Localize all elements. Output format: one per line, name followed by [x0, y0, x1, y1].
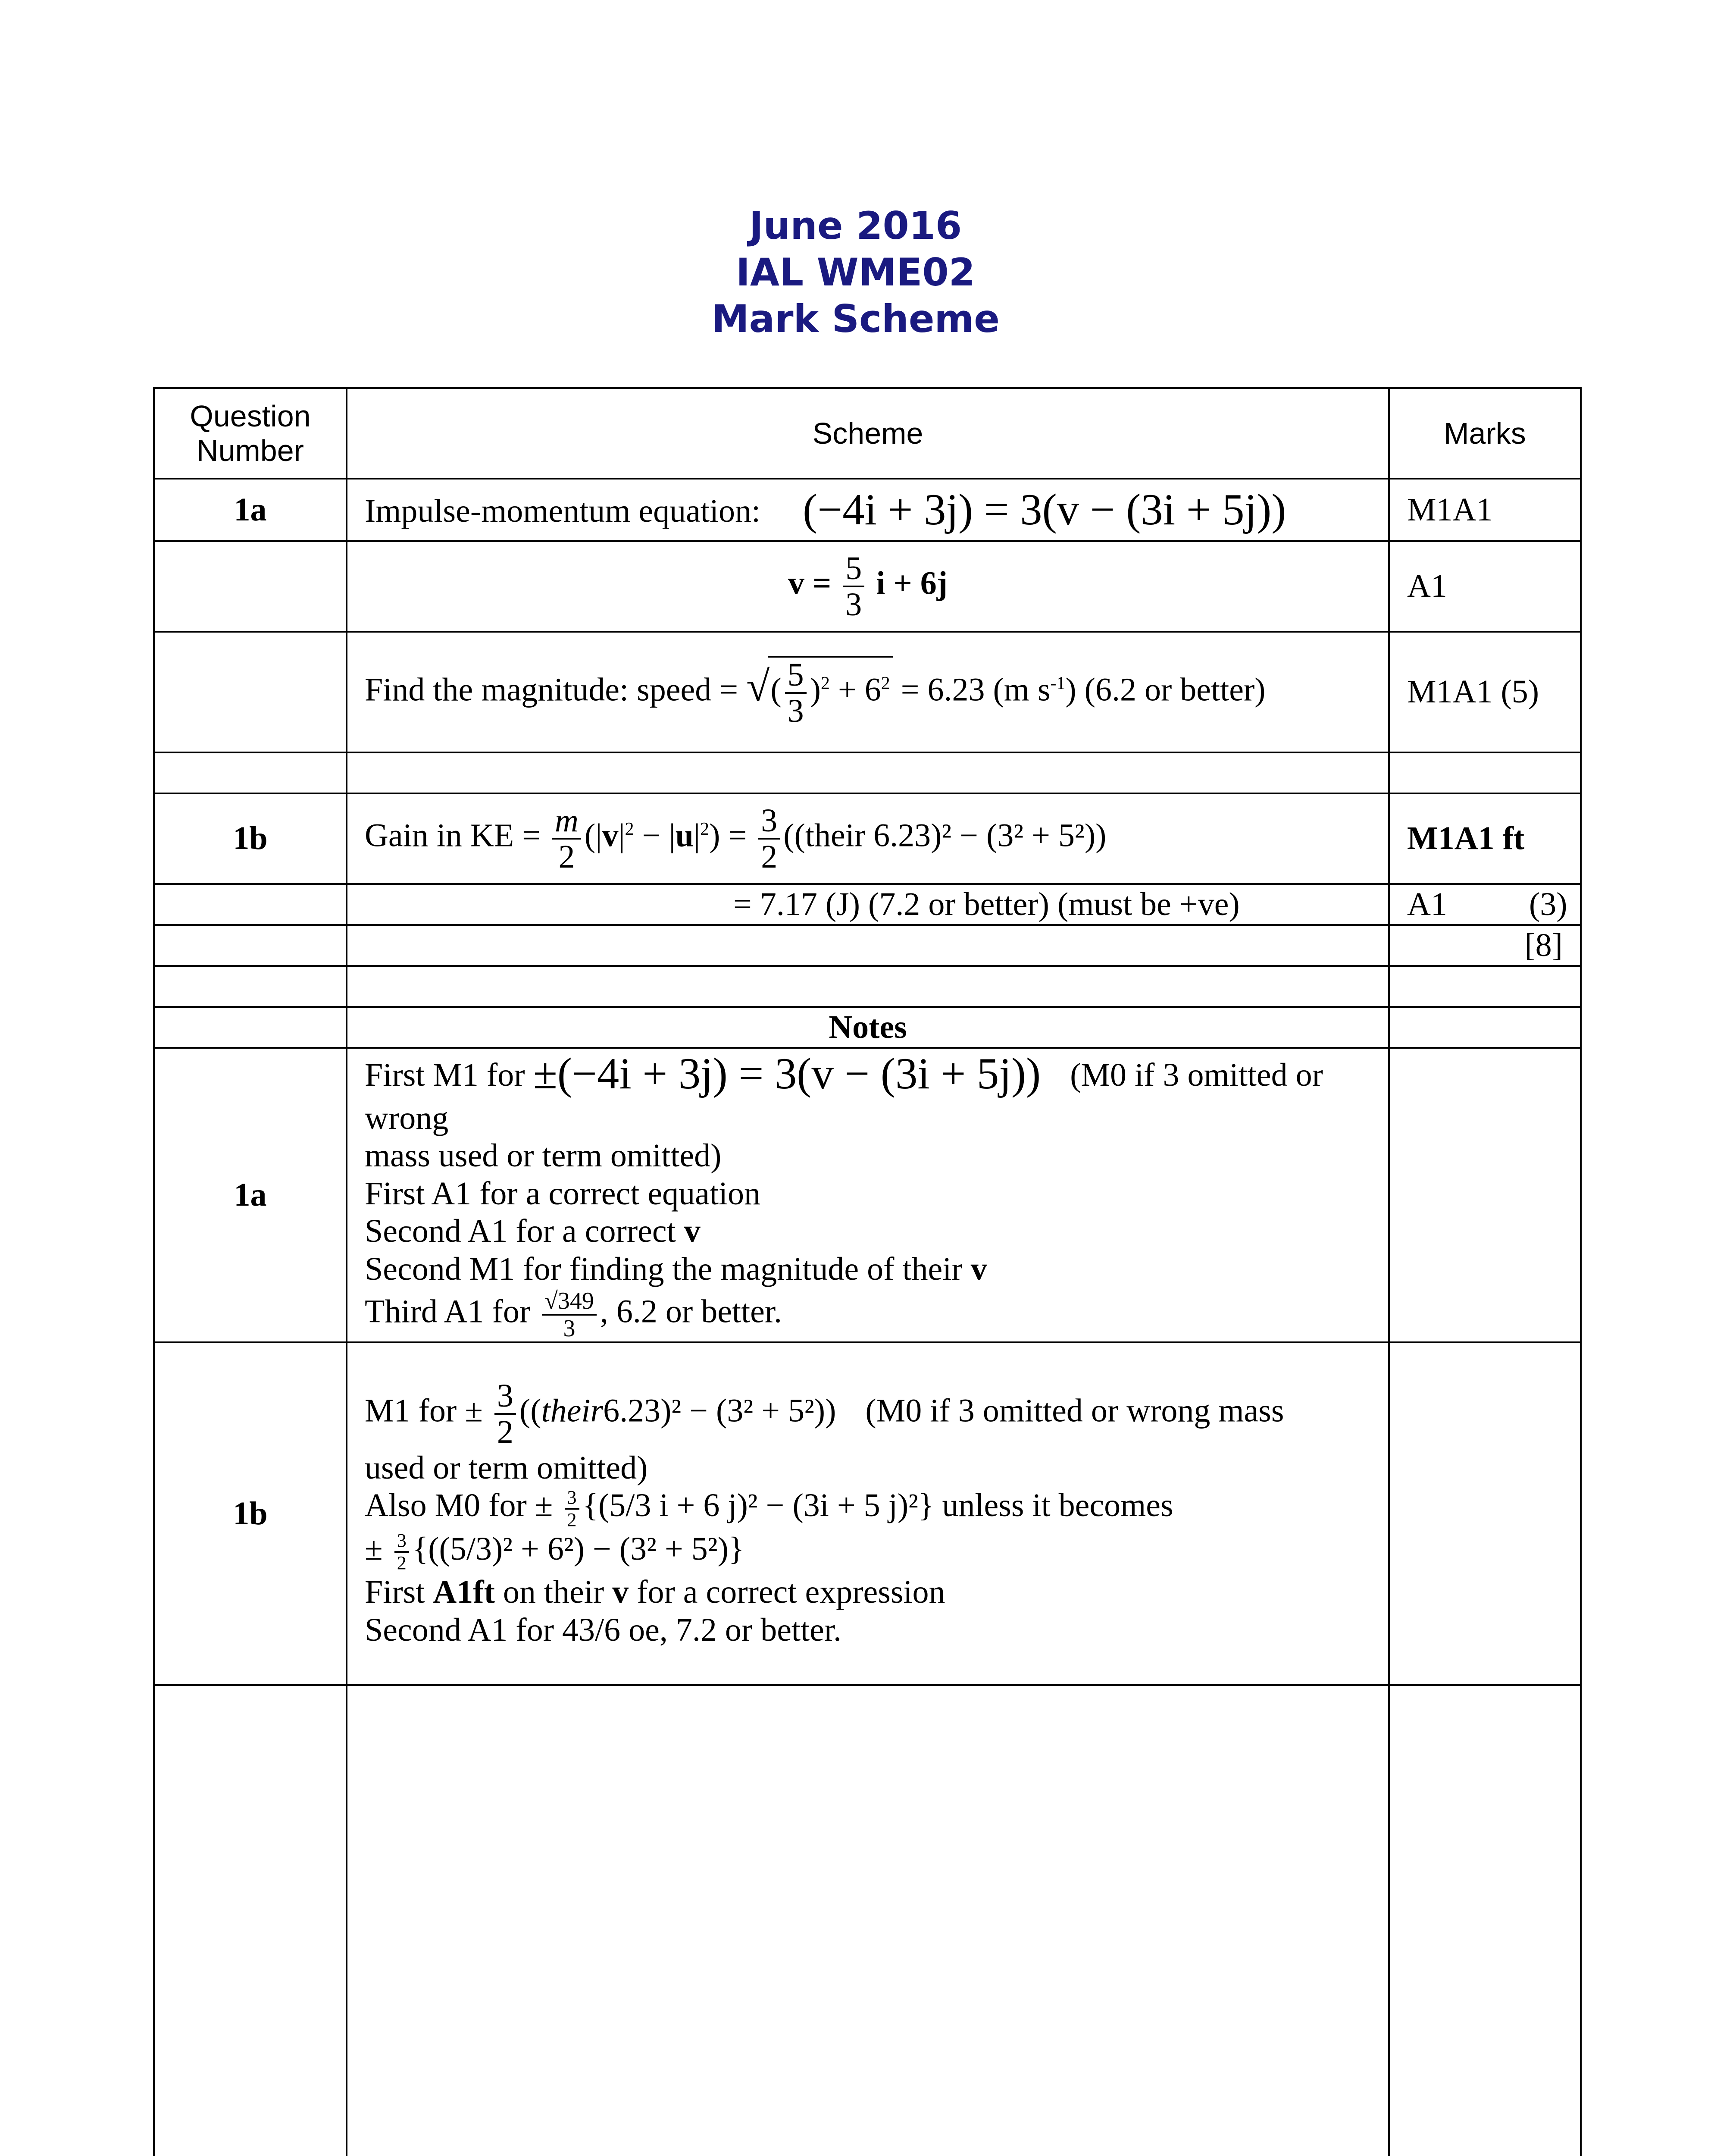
unit-superscript: -1 — [1050, 674, 1066, 694]
fraction-numerator: √349 — [542, 1288, 597, 1316]
note-text: for a correct expression — [637, 1574, 945, 1611]
note-text: , 6.2 or better. — [600, 1293, 782, 1330]
note-text: (M0 if 3 omitted or wrong mass — [865, 1392, 1284, 1429]
header-question-number: Question Number — [154, 388, 347, 479]
note-text: Second A1 for a correct — [365, 1213, 676, 1250]
table-row — [154, 752, 1581, 793]
marks-cell: M1A1 (5) — [1389, 632, 1581, 752]
notes-cell — [347, 1048, 1389, 1342]
table-row — [154, 1685, 1581, 2156]
note-bold: v — [970, 1250, 987, 1287]
scheme-cell: Find the magnitude: speed = √( $\frac{5}{3}$ )$^2 + 6^2 = 6.23$ (m $s^{-1}$) (6.2 or better) — [347, 632, 1389, 752]
notes-label-1a: 1a — [154, 1048, 347, 1342]
title-paper-code: IAL WME02 — [736, 250, 975, 295]
note-expression: {(5/3 i + 6 j)² − (3i + 5 j)²} — [582, 1487, 934, 1524]
notes-label-1b: 1b — [154, 1342, 347, 1685]
table-row — [154, 925, 1581, 966]
ke-text: Gain in KE — [365, 817, 514, 854]
marks-cell: M1A1 — [1389, 479, 1581, 541]
note-text: M1 for — [365, 1392, 457, 1429]
note-text: on their — [503, 1574, 604, 1611]
sqrt-expression: ( $\frac{5}{3}$ )$^2 + 6^2$ — [768, 656, 892, 728]
scheme-cell: Gain in KE = $\frac{m}{2}$ $(|v|^2 - |u|^2)$ = $\frac{3}{2}$ ((their 6.23)² − (3² + 5²)) — [347, 793, 1389, 884]
scheme-cell — [347, 541, 1389, 632]
sqrt-sign: √ — [746, 663, 770, 710]
header-marks: Marks — [1389, 388, 1581, 479]
mass-fraction: $\frac{m}{2}$ — [552, 803, 581, 874]
impulse-text: Impulse-momentum equation: — [365, 492, 761, 529]
table-header-row — [154, 388, 1581, 479]
impulse-equation: (−4i + 3j) = 3(v − (3i + 5j)) — [803, 485, 1286, 534]
mark-scheme-table — [153, 387, 1582, 2156]
note-bold: v — [612, 1574, 629, 1611]
table-row — [154, 1342, 1581, 1685]
note-equation: ±(−4i + 3j) = 3(v − (3i + 5j)) — [533, 1050, 1041, 1098]
velocity-fraction — [843, 551, 864, 622]
table-row — [154, 966, 1581, 1007]
notes-cell: M1 for ± $\frac{3}{2}$ ((their6.23)² − (3² + 5²)) (M0 if 3 omitted or wrong mass used or term omitted) Also M0 for ± $\frac{3}{2}$ {(5/3 i + 6 j)² − (3i + 5 j)²} unless it becomes ± $\frac{3}{2}$ {((5/3)² + 6²) − (3² + 5²)} First A1ft on their v for a correct expression Second A1 for 43/6 oe, 7.2 or better. — [347, 1342, 1389, 1685]
note-text: Second M1 for finding the magnitude of their — [365, 1250, 963, 1287]
table-row — [154, 793, 1581, 884]
table-row — [154, 632, 1581, 752]
scheme-cell — [347, 479, 1389, 541]
table-row — [154, 1048, 1581, 1342]
total-marks: [8] — [1389, 925, 1581, 966]
fraction-numerator: 5 — [843, 551, 864, 587]
table-row — [154, 1007, 1581, 1048]
table-row — [154, 541, 1581, 632]
sqrt-fraction — [542, 1288, 597, 1341]
marks-cell: M1A1 ft — [1389, 793, 1581, 884]
ke-result: = 7.17 (J) (7.2 or better) (must be +ve) — [733, 886, 1240, 922]
title-mark-scheme: Mark Scheme — [711, 297, 1000, 341]
marks-cell: A1 — [1389, 541, 1581, 632]
velocity-rhs: i + 6j — [876, 565, 948, 602]
note-bold: A1ft — [433, 1574, 495, 1611]
note-italic: their — [541, 1392, 604, 1429]
fraction-denominator: 3 — [563, 1315, 576, 1342]
notes-heading: Notes — [347, 1007, 1389, 1048]
note-text: First — [365, 1574, 425, 1611]
title-date: June 2016 — [749, 204, 962, 248]
note-text: First A1 for a correct equation — [365, 1175, 761, 1212]
velocity-lhs: v = — [788, 565, 832, 602]
note-text: Third A1 for — [365, 1293, 531, 1330]
speed-accuracy: ) (6.2 or better) — [1065, 671, 1266, 708]
table-row — [154, 479, 1581, 541]
speed-result: = 6.23 (m s — [901, 671, 1051, 708]
question-label-1b: 1b — [154, 793, 347, 884]
table-row — [154, 884, 1581, 925]
note-text: Also M0 for — [365, 1487, 527, 1524]
note-text: (M0 if 3 omitted or wrong — [365, 1057, 1323, 1136]
note-text: unless it becomes — [942, 1487, 1173, 1524]
magnitude-text: Find the magnitude: speed — [365, 671, 712, 708]
question-label-1a: 1a — [154, 479, 347, 541]
scheme-cell — [347, 884, 1389, 925]
document-title — [0, 203, 1711, 342]
note-text: used or term omitted) — [365, 1449, 648, 1486]
note-expression: {((5/3)² + 6²) − (3² + 5²)} — [412, 1530, 744, 1567]
note-bold: v — [684, 1213, 701, 1250]
three-halves-fraction: $\frac{3}{2}$ — [758, 803, 780, 874]
fraction-denominator: 3 — [845, 586, 862, 623]
header-scheme: Scheme — [347, 388, 1389, 479]
ke-expression: ((their 6.23)² − (3² + 5²)) — [783, 817, 1107, 854]
note-text: mass used or term omitted) — [365, 1138, 722, 1174]
note-text: Second A1 for 43/6 oe, 7.2 or better. — [365, 1611, 842, 1648]
marks-cell: A1 (3) — [1389, 884, 1581, 925]
note-text: First M1 for — [365, 1057, 525, 1093]
note-expression: 6.23)² − (3² + 5²)) — [603, 1392, 836, 1429]
